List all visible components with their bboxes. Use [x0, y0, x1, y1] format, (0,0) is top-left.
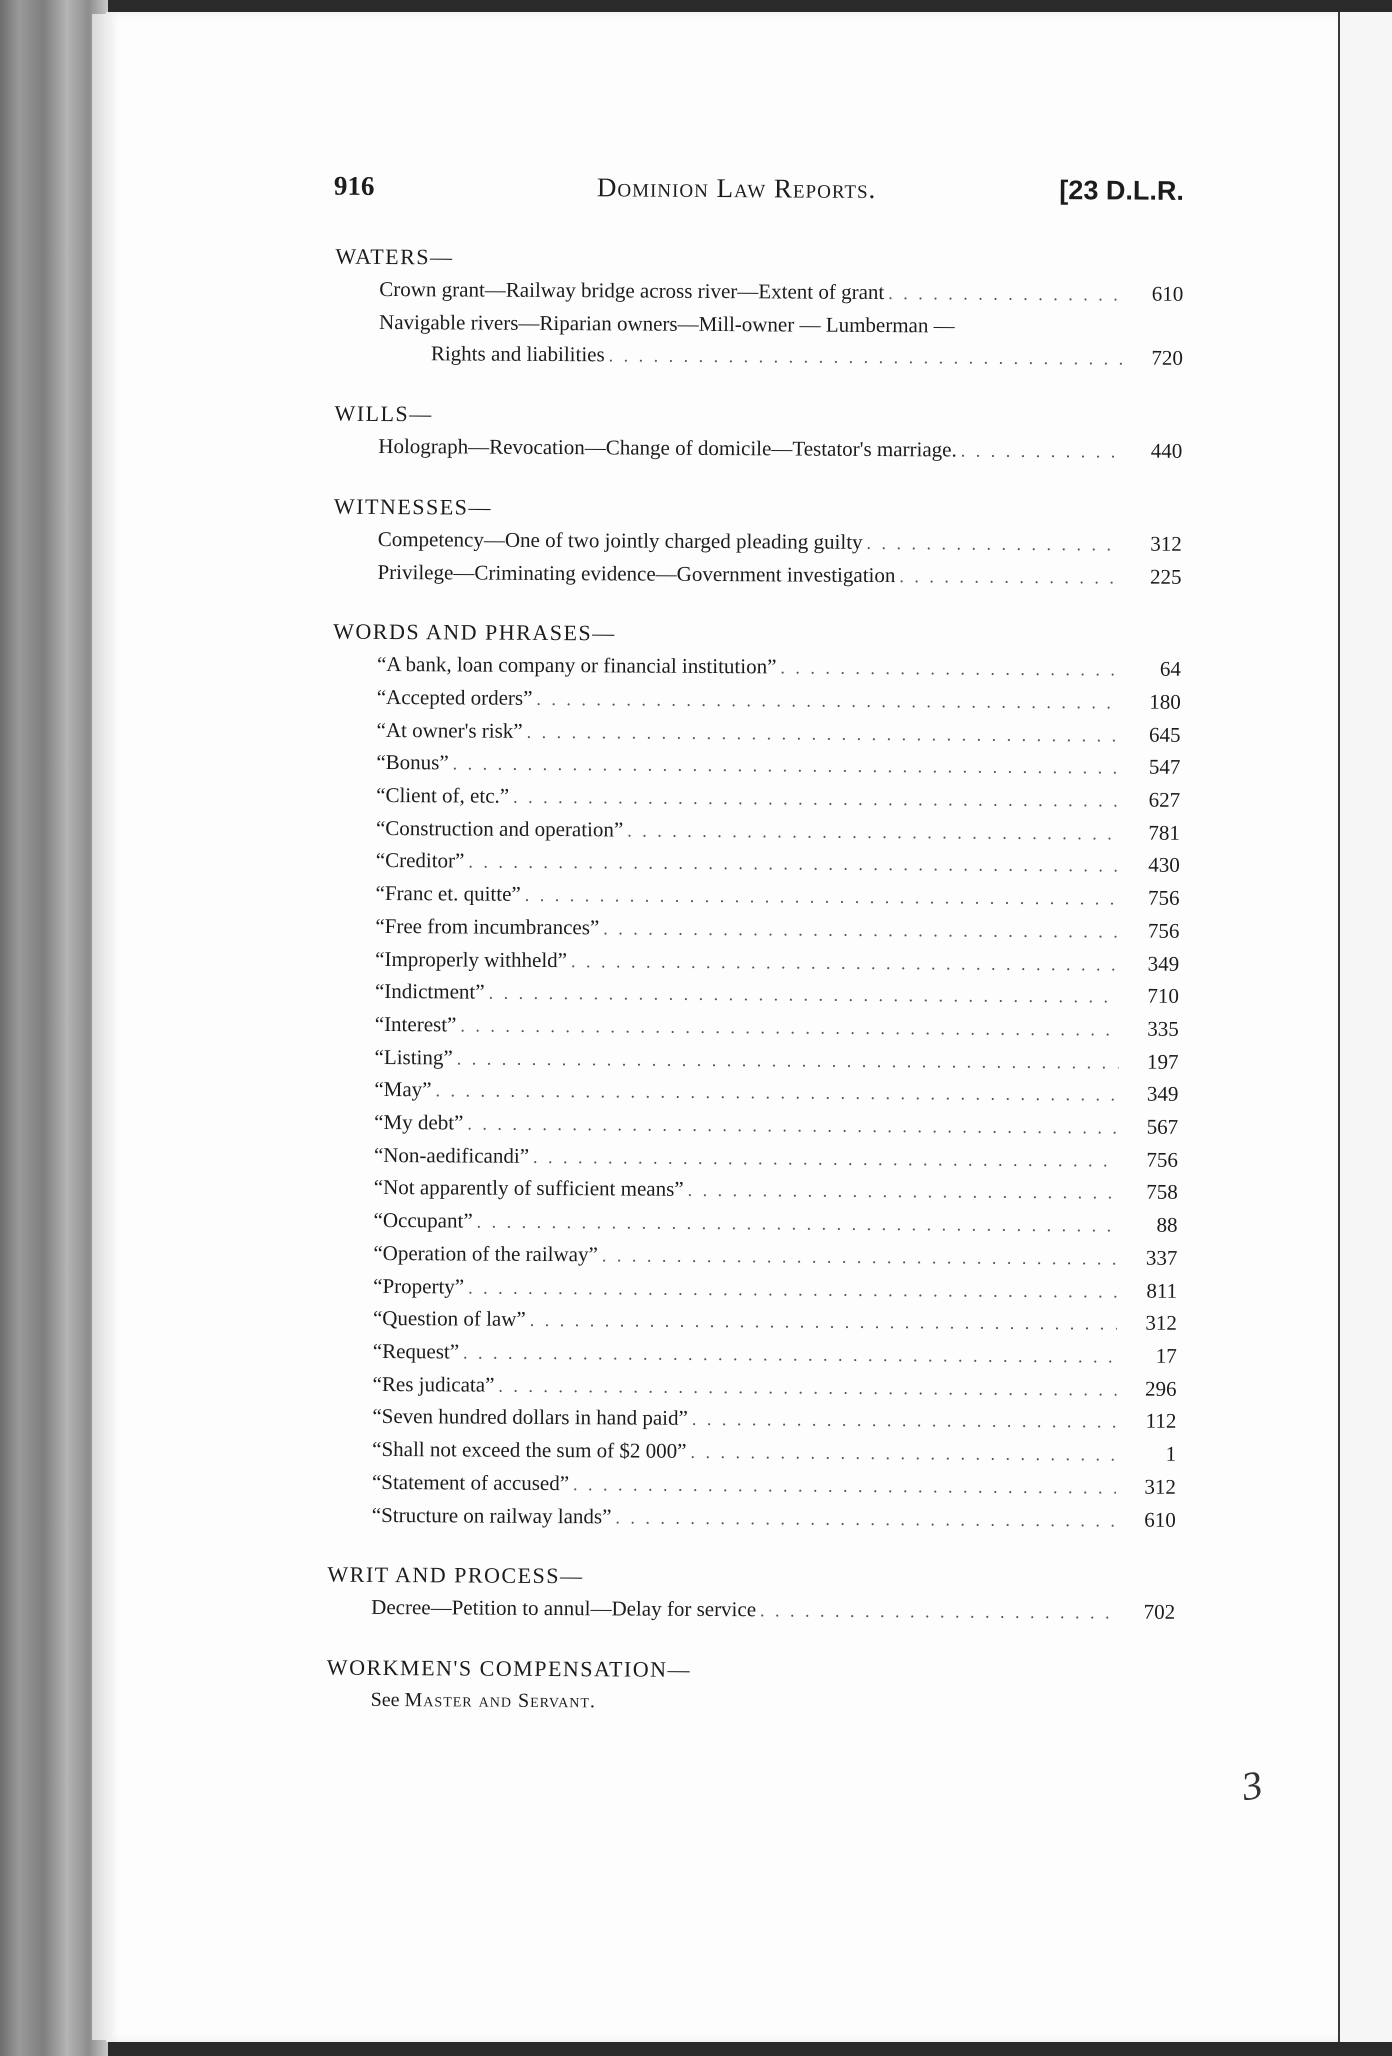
entry-text: Privilege—Criminating evidence—Government investigation [377, 559, 896, 587]
index-entry [328, 1434, 1176, 1472]
entry-text: Navigable rivers—Riparian owners—Mill-owner — Lumberman — [379, 309, 955, 338]
index-section [221, 493, 1182, 594]
entry-text: “A bank, loan company or financial institution” [376, 652, 777, 679]
dot-leader [525, 880, 1120, 915]
dot-leader [527, 716, 1121, 751]
entry-text: Crown grant—Railway bridge across river—Extent of grant [379, 276, 885, 305]
index-entry [329, 1205, 1177, 1243]
dot-leader [899, 561, 1121, 594]
entry-text: “Seven hundred dollars in hand paid” [372, 1404, 688, 1431]
dot-leader [468, 1272, 1117, 1308]
index-entry [335, 274, 1183, 312]
dot-leader [888, 278, 1123, 311]
index-entry [331, 911, 1179, 949]
section-heading: WORKMEN'S COMPENSATION— [326, 1654, 692, 1682]
entry-page-number: 702 [1143, 1599, 1176, 1625]
index-section [222, 400, 1182, 469]
entry-page-number: 180 [1149, 689, 1181, 714]
index-entry [328, 1368, 1176, 1406]
entry-page-number: 337 [1145, 1245, 1178, 1270]
entry-text: “Accepted orders” [376, 684, 533, 710]
volume-reference: [23 D.L.R. [1059, 175, 1184, 206]
index-entry [332, 747, 1180, 785]
entry-page-number: 225 [1149, 564, 1182, 589]
entry-page-number: 64 [1159, 656, 1182, 682]
section-heading: WITNESSES— [333, 493, 493, 520]
dot-leader [760, 1596, 1115, 1630]
dot-leader [615, 1502, 1116, 1537]
entry-text: “Structure on railway lands” [371, 1502, 612, 1528]
dot-leader [602, 1240, 1118, 1275]
entry-text: “Creditor” [375, 848, 465, 873]
index-entry [332, 780, 1180, 818]
entry-page-number: 88 [1156, 1212, 1178, 1238]
index-entry [328, 1401, 1176, 1439]
dot-leader [530, 1305, 1117, 1340]
index-entry [331, 976, 1179, 1014]
entry-page-number: 610 [1144, 1507, 1176, 1532]
dot-leader [435, 1076, 1118, 1112]
entry-text: “Client of, etc.” [376, 782, 510, 808]
index-section [216, 618, 1182, 1537]
entry-page-number: 720 [1151, 346, 1183, 371]
entry-page-number: 645 [1148, 722, 1181, 747]
dot-leader [533, 1142, 1118, 1177]
index-entry [331, 1009, 1179, 1047]
index-entry [335, 338, 1183, 376]
running-head [224, 170, 1184, 207]
index-entry [332, 812, 1180, 850]
index-entry [335, 306, 1183, 343]
entry-page-number: 567 [1146, 1114, 1179, 1139]
dot-leader [780, 653, 1121, 687]
entry-text: “Listing” [374, 1044, 453, 1070]
entry-page-number: 547 [1148, 754, 1181, 780]
dot-leader [457, 1043, 1119, 1079]
entry-page-number: 296 [1145, 1376, 1177, 1401]
entry-page-number: 349 [1147, 951, 1180, 976]
entry-page-number: 811 [1146, 1278, 1178, 1303]
index-entry [327, 1592, 1175, 1630]
dot-leader [513, 782, 1120, 817]
entry-text: “Franc et. quitte” [375, 881, 521, 906]
facing-page-edge [1338, 12, 1392, 2042]
entry-page-number: 756 [1146, 1147, 1179, 1172]
see-target: Master and Servant. [404, 1689, 597, 1713]
entry-page-number: 610 [1151, 281, 1184, 306]
index-entry [332, 845, 1180, 883]
dot-leader [467, 1109, 1118, 1145]
entry-page-number: 440 [1150, 438, 1183, 463]
entry-text: Holograph—Revocation—Change of domicile—Testator's marriage. [378, 434, 957, 462]
entry-text: “Construction and operation” [375, 815, 624, 842]
index-entry [333, 682, 1181, 720]
entry-page-number: 430 [1148, 853, 1180, 878]
running-title: Dominion Law Reports. [596, 172, 877, 204]
page-content [214, 170, 1184, 1751]
dot-leader [692, 1404, 1117, 1438]
entry-text: “Question of law” [372, 1306, 526, 1332]
dot-leader [866, 528, 1121, 561]
entry-text: “Operation of the railway” [373, 1240, 598, 1267]
dot-leader [498, 1370, 1116, 1405]
entry-text: “Interest” [374, 1011, 457, 1037]
section-heading: WILLS— [334, 400, 433, 427]
entry-text: “Request” [372, 1338, 460, 1364]
index-entry [330, 1172, 1178, 1210]
entry-text: “Free from incumbrances” [375, 913, 600, 940]
see-prefix: See [370, 1688, 400, 1712]
index-entry [334, 523, 1182, 561]
dot-leader [688, 1175, 1118, 1209]
index-entry [331, 943, 1179, 981]
entry-text: “Not apparently of sufficient means” [373, 1175, 684, 1202]
entry-page-number: 197 [1146, 1049, 1179, 1074]
dot-leader [961, 436, 1123, 469]
entry-page-number: 112 [1145, 1409, 1177, 1434]
see-reference [327, 1685, 1175, 1721]
entry-text: “My debt” [374, 1109, 464, 1135]
entry-page-number: 349 [1146, 1082, 1179, 1107]
entry-page-number: 312 [1150, 531, 1182, 556]
dot-leader [573, 1469, 1116, 1504]
index-entry [333, 556, 1181, 594]
index-entry [328, 1466, 1176, 1504]
entry-page-number: 17 [1155, 1343, 1177, 1368]
index-entry [329, 1238, 1177, 1276]
entry-text: “Indictment” [374, 979, 485, 1004]
entry-text: Competency—One of two jointly charged pleading guilty [377, 526, 863, 554]
entry-text: “Non-aedificandi” [373, 1142, 530, 1168]
index-entry [328, 1499, 1176, 1537]
dot-leader [536, 684, 1121, 719]
page-number: 916 [333, 170, 375, 201]
entry-page-number: 781 [1148, 820, 1181, 845]
entry-page-number: 627 [1148, 787, 1181, 812]
dot-leader [477, 1207, 1118, 1243]
dot-leader [571, 946, 1119, 981]
index-entry [329, 1303, 1177, 1341]
index-section [223, 243, 1184, 376]
index-entry [330, 1139, 1178, 1177]
entry-text: “Occupant” [373, 1208, 473, 1233]
dot-leader [468, 847, 1120, 883]
dot-leader [453, 749, 1121, 785]
index-section [215, 1561, 1175, 1630]
entry-text: “Improperly withheld” [375, 946, 568, 972]
section-heading: WORDS AND PHRASES— [333, 618, 616, 646]
entry-text: “Statement of accused” [371, 1469, 570, 1495]
entry-page-number: 312 [1145, 1310, 1178, 1336]
section-heading: WATERS— [335, 243, 454, 270]
index-entry [330, 1107, 1178, 1145]
entry-text: Decree—Petition to annul—Delay for service [371, 1595, 757, 1622]
index-entry [333, 649, 1181, 687]
entry-page-number: 1 [1165, 1441, 1177, 1466]
entry-text: “May” [374, 1077, 432, 1102]
index-entry [329, 1336, 1177, 1374]
section-heading: WRIT AND PROCESS— [327, 1561, 584, 1589]
index-section [215, 1654, 1175, 1721]
entry-text: Rights and liabilities [430, 341, 605, 367]
entry-text: “Property” [373, 1273, 465, 1299]
dot-leader [627, 815, 1120, 850]
entry-page-number: 710 [1147, 983, 1180, 1009]
margin-note: 3 [1238, 1761, 1266, 1810]
entry-page-number: 756 [1147, 918, 1180, 943]
index-sections [215, 243, 1184, 1721]
entry-page-number: 335 [1147, 1016, 1179, 1041]
entry-text: “Res judicata” [372, 1371, 495, 1397]
dot-leader [463, 1337, 1117, 1373]
dot-leader [603, 913, 1119, 948]
dot-leader [460, 1010, 1119, 1046]
entry-page-number: 312 [1144, 1474, 1177, 1499]
entry-text: “At owner's risk” [376, 717, 523, 743]
entry-text: “Shall not exceed the sum of $2 000” [372, 1437, 687, 1463]
entry-text: “Bonus” [376, 750, 449, 775]
index-entry [332, 714, 1180, 752]
entry-page-number: 756 [1147, 885, 1180, 910]
index-entry [330, 1074, 1178, 1112]
index-entry [330, 1041, 1178, 1079]
index-entry [331, 878, 1179, 916]
entry-page-number: 758 [1146, 1180, 1178, 1205]
dot-leader [489, 978, 1120, 1014]
dot-leader [690, 1437, 1116, 1471]
index-entry [334, 431, 1182, 469]
index-entry [329, 1270, 1177, 1308]
dot-leader [609, 341, 1123, 376]
